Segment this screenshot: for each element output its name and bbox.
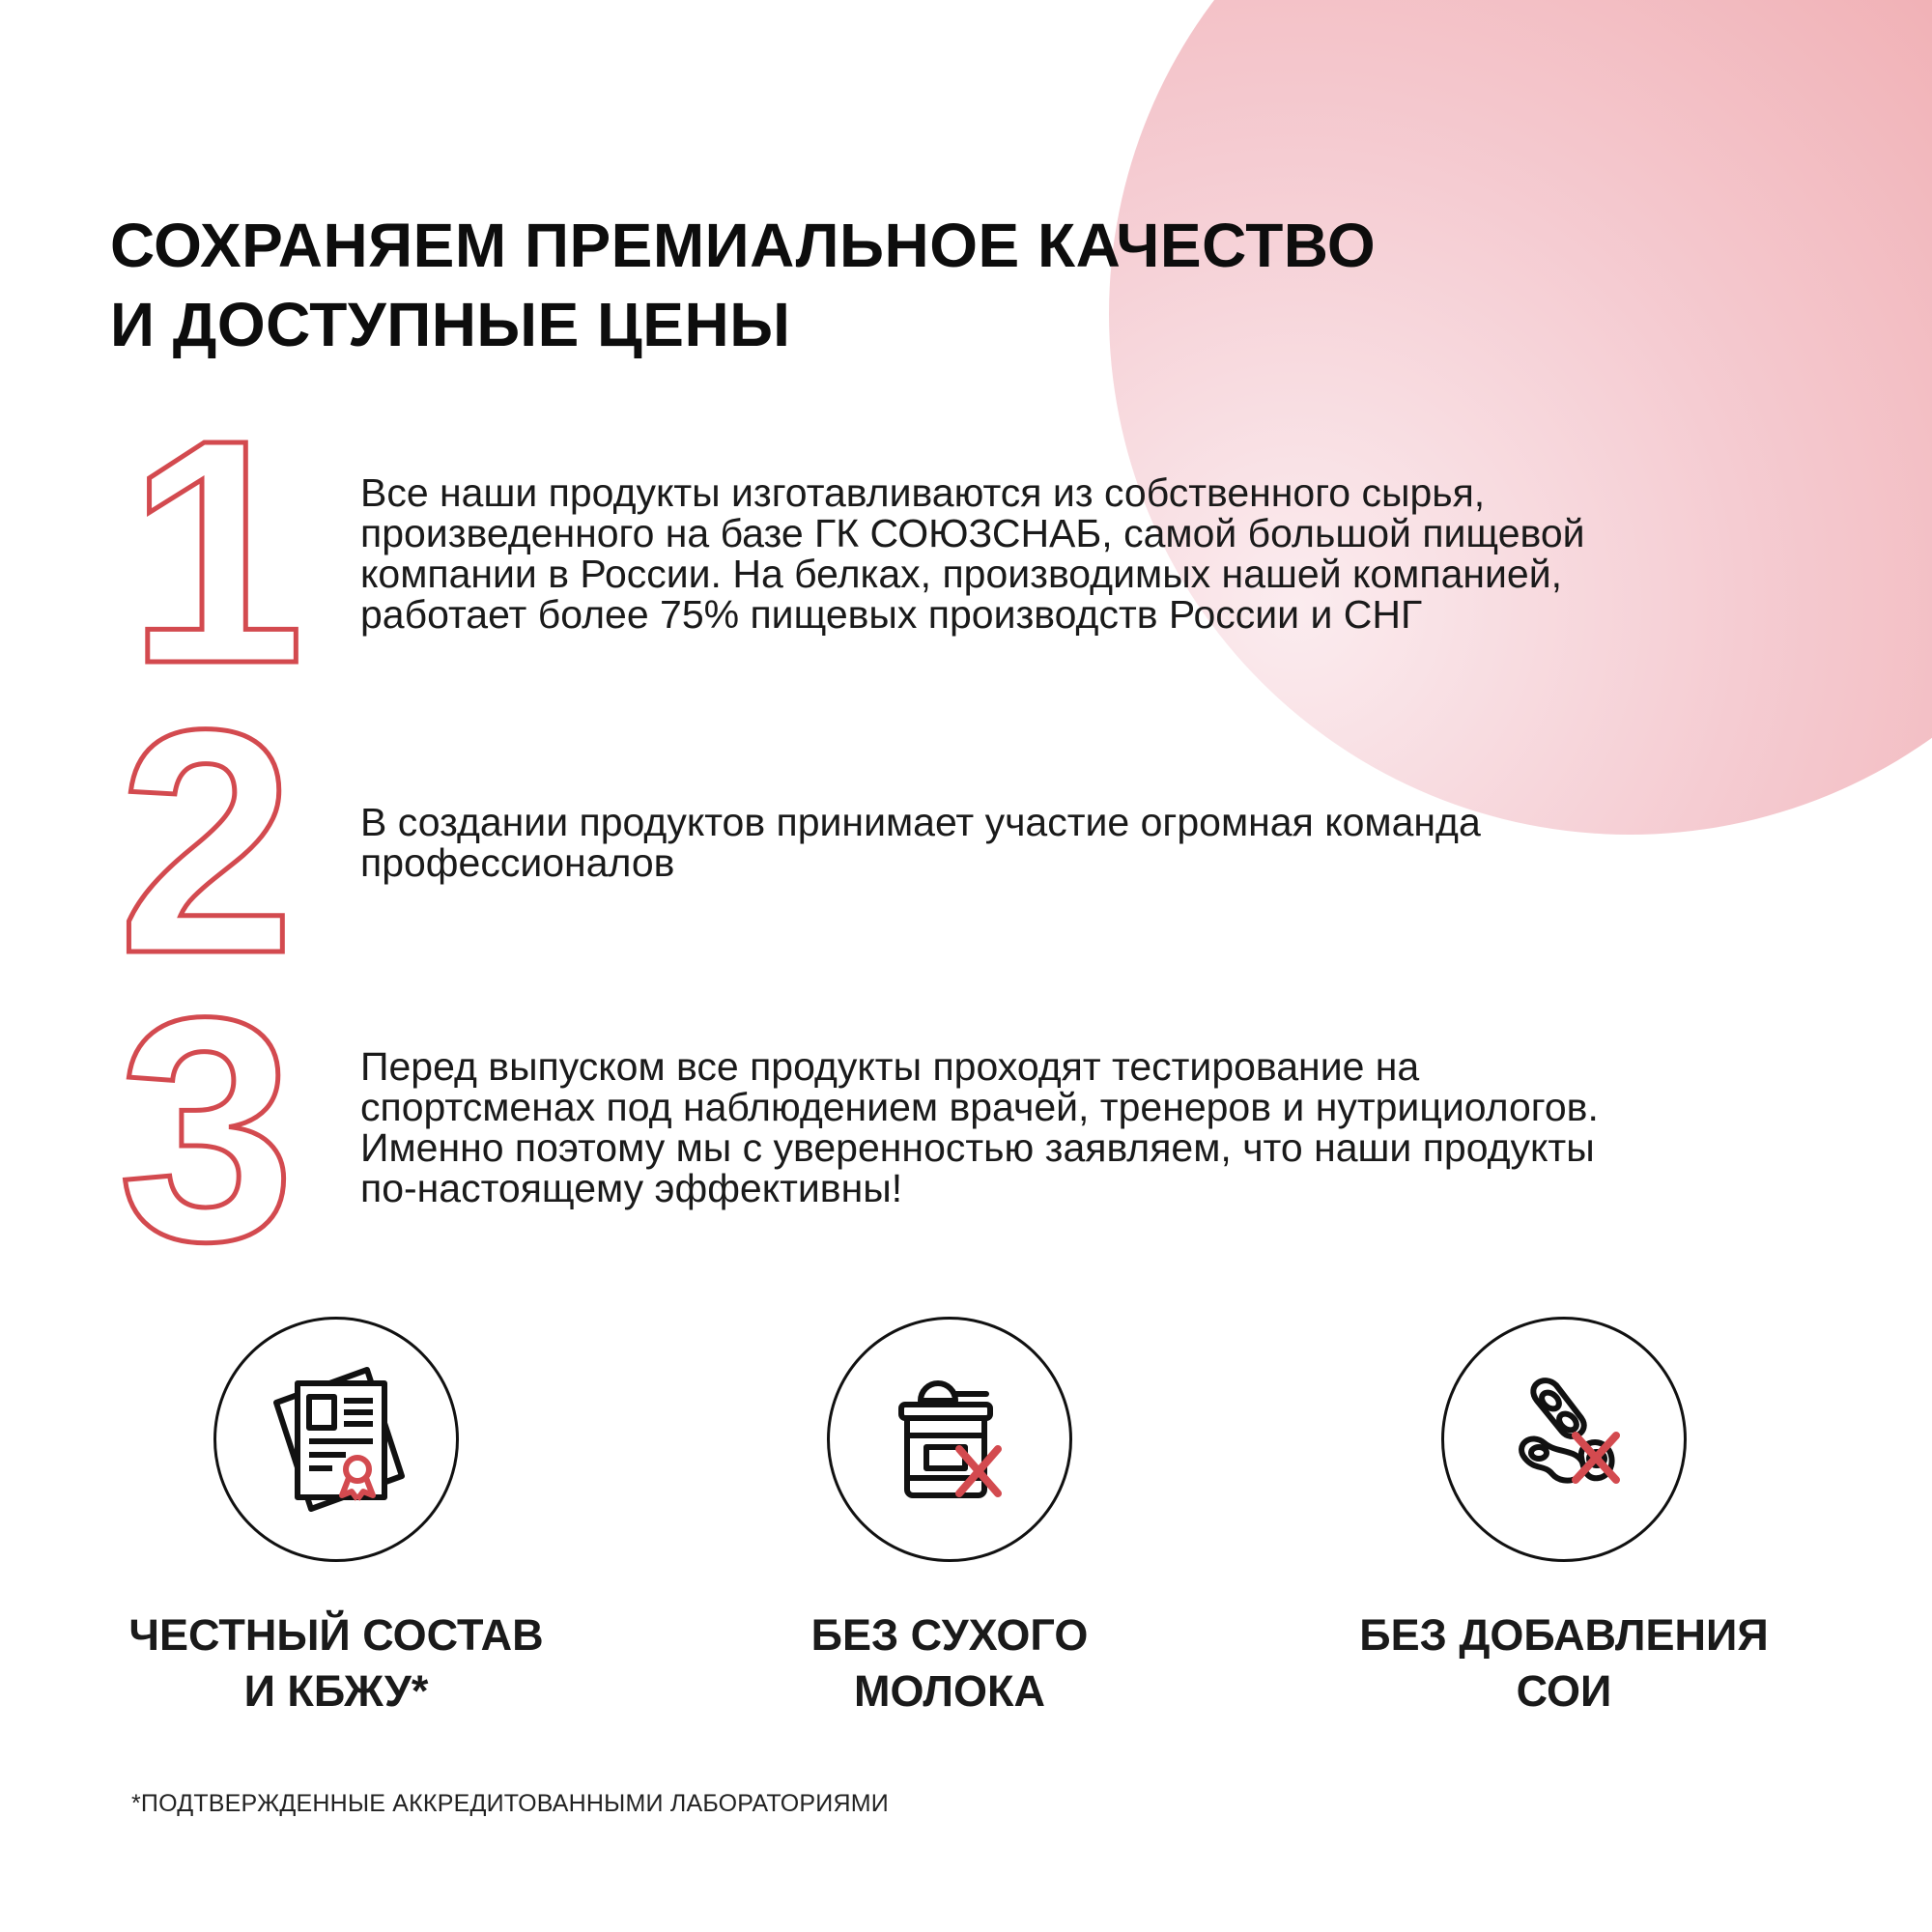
item-1-line: произведенного на базе ГК СОЮЗСНАБ, самой большой пищевой	[360, 511, 1585, 555]
page-title	[110, 206, 1376, 364]
no-soy-icon	[1467, 1343, 1661, 1536]
feature-1-line-2: И КБЖУ*	[243, 1666, 429, 1716]
item-3-line: по-настоящему эффективны!	[360, 1166, 903, 1210]
footnote: *ПОДТВЕРЖДЕННЫЕ АККРЕДИТОВАННЫМИ ЛАБОРАТОРИЯМИ	[131, 1790, 889, 1817]
title-line-2: И ДОСТУПНЫЕ ЦЕНЫ	[110, 290, 791, 359]
item-2-line: В создании продуктов принимает участие огромная команда	[360, 800, 1481, 844]
item-number-3	[106, 993, 348, 1254]
item-2-line: профессионалов	[360, 840, 675, 885]
svg-text:2: 2	[118, 705, 296, 966]
item-2-text	[360, 802, 1481, 883]
decorative-gradient-circle	[1109, 0, 1932, 835]
no-milk-powder-icon-circle	[827, 1317, 1072, 1562]
svg-text:3: 3	[118, 993, 296, 1254]
title-line-1: СОХРАНЯЕМ ПРЕМИАЛЬНОЕ КАЧЕСТВО	[110, 211, 1377, 280]
item-1-text	[360, 472, 1585, 635]
feature-2-line-1: БЕЗ СУХОГО	[810, 1610, 1089, 1660]
certificate-document-icon	[240, 1343, 433, 1536]
item-1-line: работает более 75% пищевых производств России и СНГ	[360, 592, 1423, 637]
item-3-line: Перед выпуском все продукты проходят тестирование на	[360, 1044, 1420, 1089]
item-3-text	[360, 1046, 1599, 1208]
item-3-line: спортсменах под наблюдением врачей, тренеров и нутрициологов.	[360, 1085, 1599, 1129]
item-1-line: компании в России. На белках, производимых нашей компанией,	[360, 552, 1563, 596]
item-1-line: Все наши продукты изготавливаются из собственного сырья,	[360, 470, 1486, 515]
item-number-2	[106, 705, 348, 966]
feature-label-no-soy	[1322, 1607, 1805, 1719]
feature-3-line-2: СОИ	[1516, 1666, 1612, 1716]
feature-3-line-1: БЕЗ ДОБАВЛЕНИЯ	[1359, 1610, 1769, 1660]
certificate-document-icon-circle	[213, 1317, 459, 1562]
svg-text:1: 1	[128, 415, 305, 676]
feature-label-honest-composition	[95, 1607, 578, 1719]
no-soy-icon-circle	[1441, 1317, 1687, 1562]
feature-1-line-1: ЧЕСТНЫЙ СОСТАВ	[128, 1610, 544, 1660]
feature-label-no-milk	[708, 1607, 1191, 1719]
item-number-1	[106, 415, 348, 676]
no-milk-powder-icon	[853, 1343, 1046, 1536]
feature-2-line-2: МОЛОКА	[854, 1666, 1045, 1716]
item-3-line: Именно поэтому мы с уверенностью заявляем, что наши продукты	[360, 1125, 1595, 1170]
